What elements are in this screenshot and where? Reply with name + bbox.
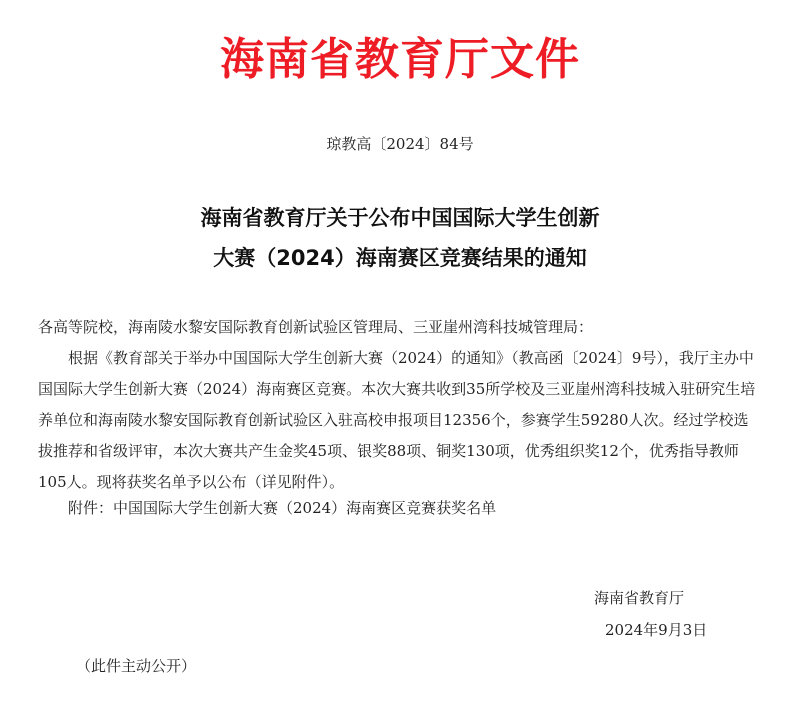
notice-title-line-1: 海南省教育厅关于公布中国国际大学生创新 (200, 206, 600, 230)
attachment-line: 附件：中国国际大学生创新大赛（2024）海南赛区竞赛获奖名单 (68, 499, 497, 517)
main-paragraph: 根据《教育部关于举办中国国际大学生创新大赛（2024）的通知》（教高函〔2024〕9号），我厅主办中国国际大学生创新大赛（2024）海南赛区竞赛。本次大赛共收到35所学校及三亚崖州湾科技城入驻研究生培养单位和海南陵水黎安国际教育创新试验区入驻高校申报项目12356个，参赛学生59280人次。经过学校选拔推荐和省级评审，本次大赛共产生金奖45项、银奖88项、铜奖130项，优秀组织奖12个，优秀指导教师105人。现将获奖名单予以公布（详见附件）。 (38, 349, 756, 491)
notice-title-line-2: 大赛（2024）海南赛区竞赛结果的通知 (213, 246, 587, 270)
issue-date: 2024年9月3日 (605, 621, 708, 639)
issuing-authority: 海南省教育厅 (594, 589, 685, 607)
salutation: 各高等院校，海南陵水黎安国际教育创新试验区管理局、三亚崖州湾科技城管理局： (38, 318, 594, 336)
red-header-title: 海南省教育厅文件 (220, 34, 580, 85)
document-number: 琼教高〔2024〕84号 (326, 135, 474, 153)
disclosure-note: （此件主动公开） (76, 657, 197, 675)
